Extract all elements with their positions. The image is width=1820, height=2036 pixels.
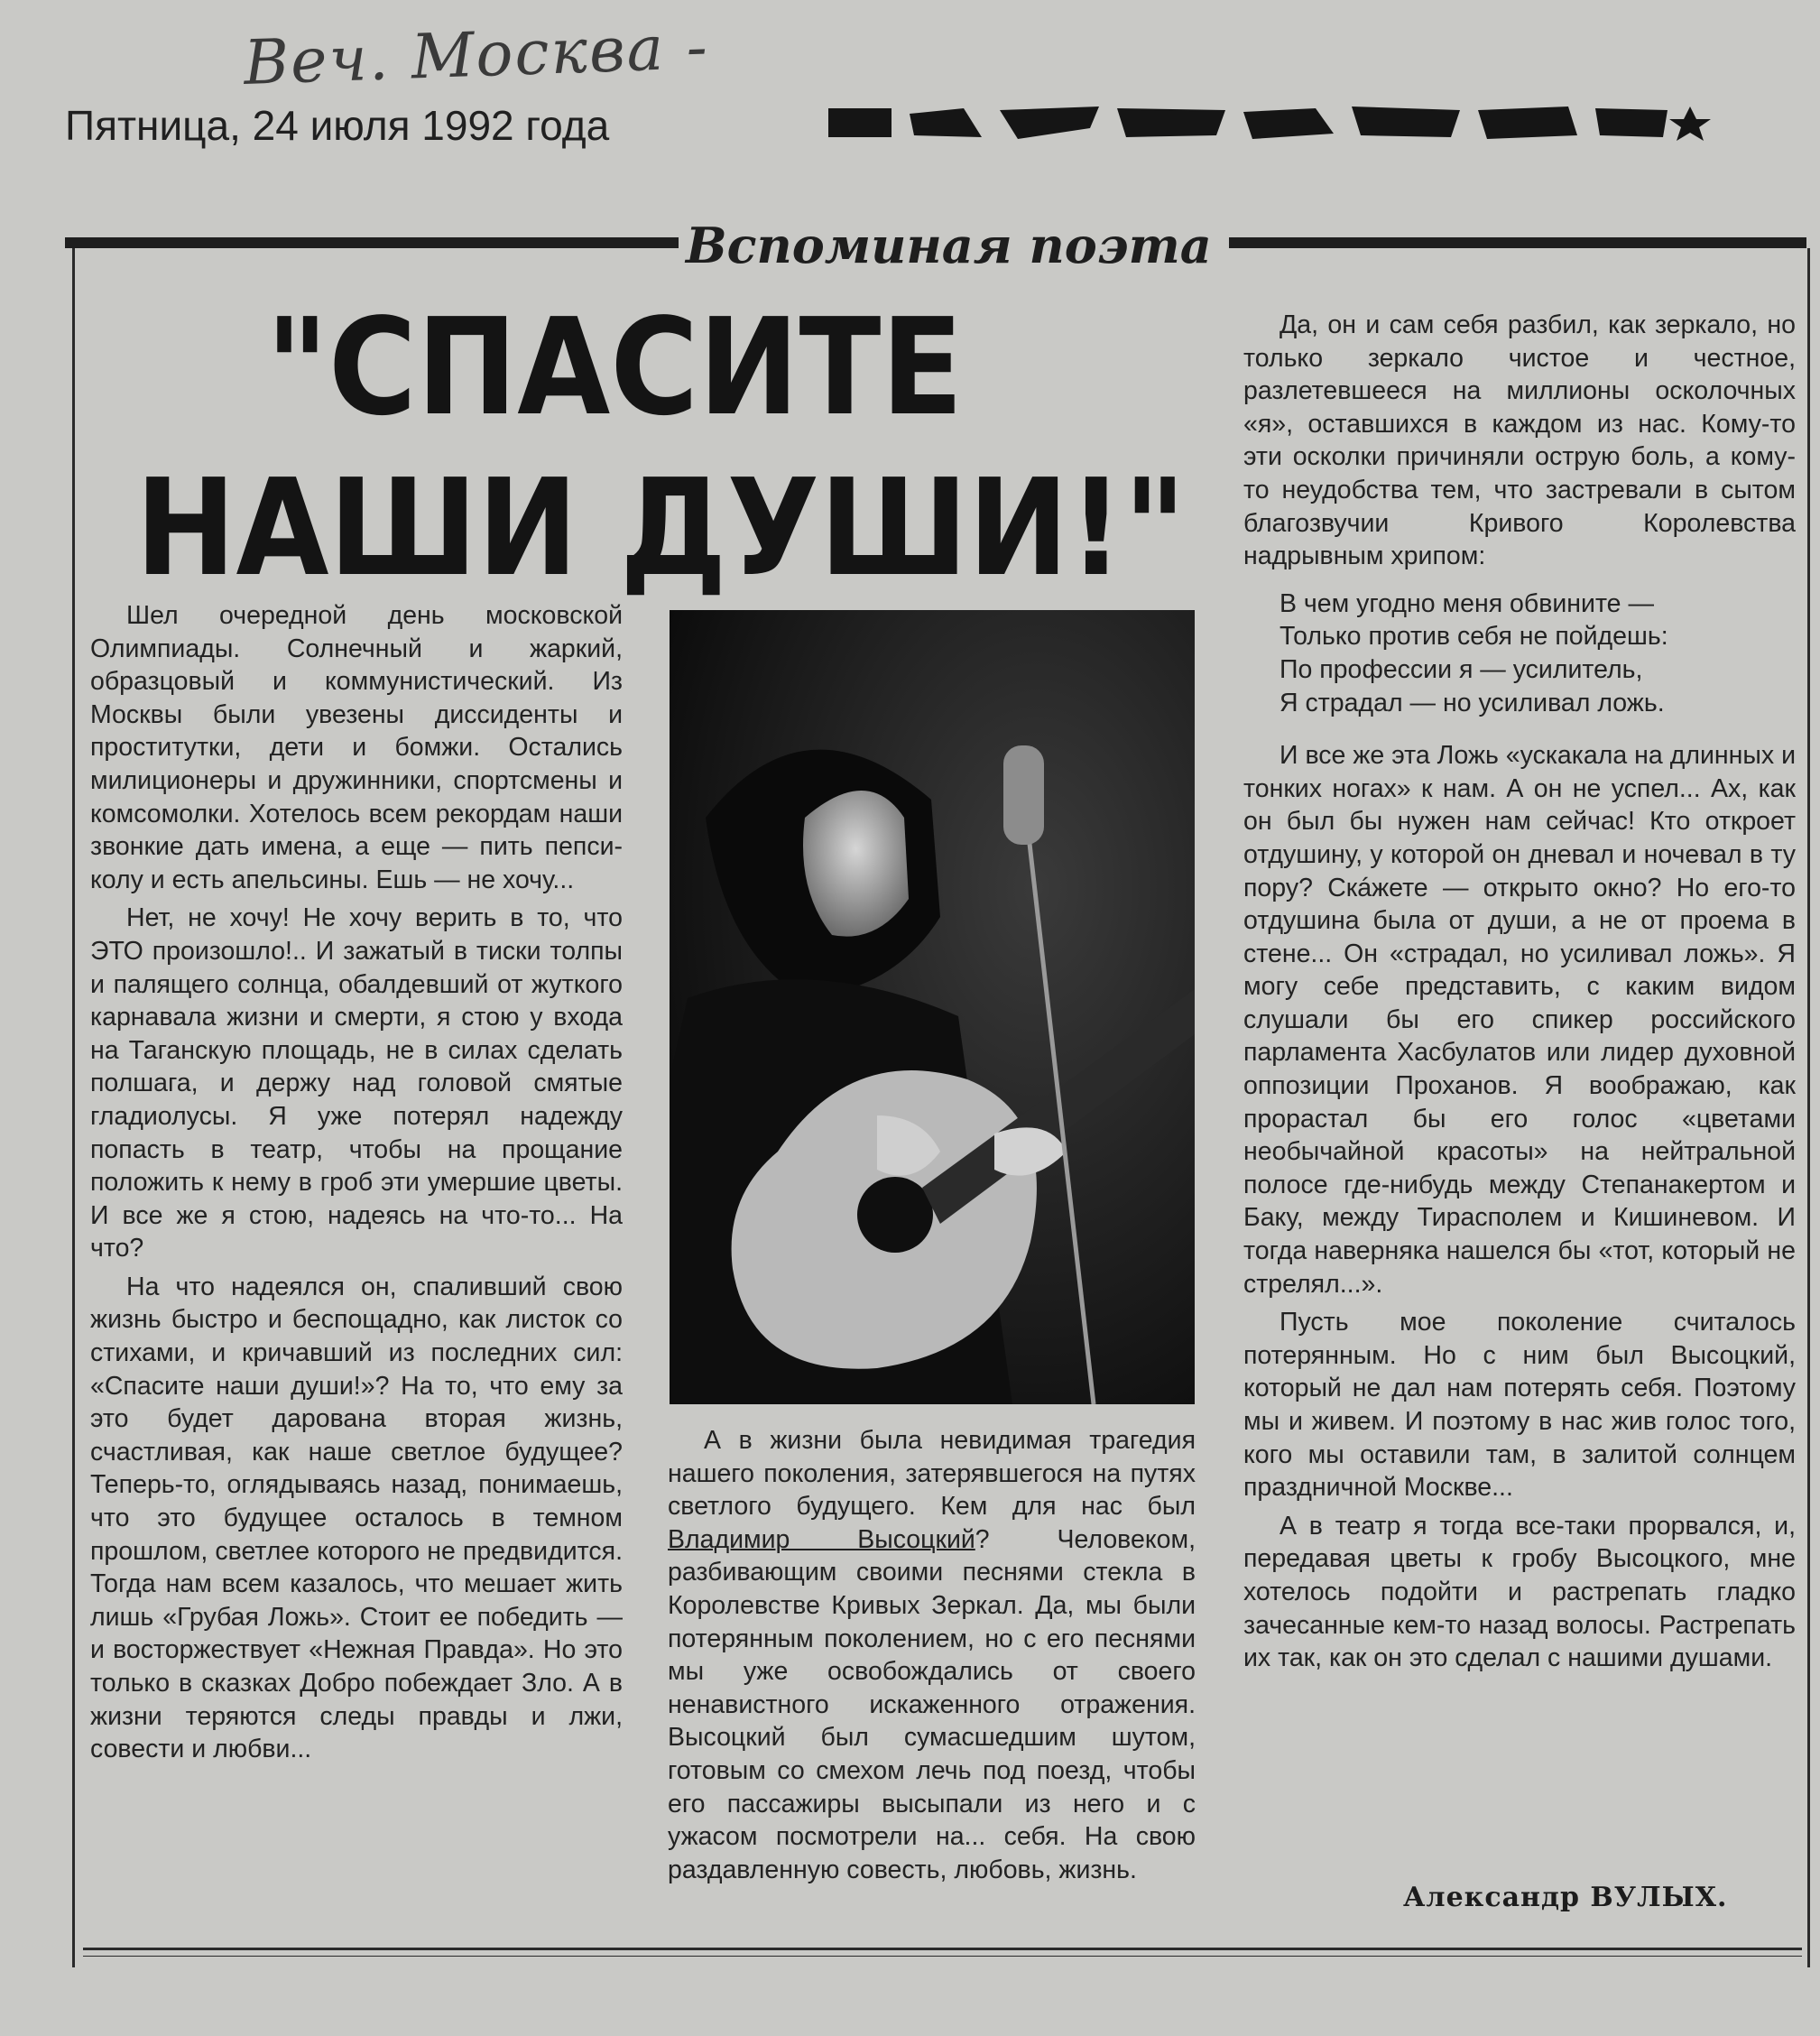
paragraph: Шел очередной день московской Олимпиады. Солнечный и жаркий, образцовый и коммунистический. Из Москвы были увезены диссиденты и проститутки, дети и бомжи. Остались милиционеры и дружинники, спортсмены и комсомолки. Хотелось всем рекордам наши звонкие дать имена, а еще — пить пепси-колу и есть апельсины. Ешь — не хочу... (90, 601, 623, 894)
headline-line-1: "СПАСИТЕ (265, 290, 964, 445)
rubric: Вспоминая поэта (686, 217, 1212, 274)
vysotsky-photo (670, 610, 1195, 1404)
verse-line: По профессии я — усилитель, (1280, 654, 1643, 684)
headline-line-2: НАШИ ДУШИ!" (135, 450, 1187, 606)
masthead-logo (828, 101, 1722, 144)
verse-quote (1280, 588, 1796, 719)
text-run: ? Человеком, разбивающим своими песнями стекла в Королевстве Кривых Зеркал. Да, мы были потерянным поколением, но с его песнями мы уже освобождались от своего ненавистного искаженного отражения. Высоцкий был сумасшедшим шутом, готовым со смехом лечь под поезд, чтобы его пассажиры высыпали из него и с ужасом посмотрели на... себя. На свою раздавленную совесть, любовь, жизнь. (668, 1524, 1196, 1884)
verse-line: В чем угодно меня обвините — (1280, 588, 1654, 618)
column-right (1243, 309, 1796, 1680)
headline (135, 287, 1187, 608)
top-rule-left (65, 237, 679, 248)
author-signature: Александр ВУЛЫХ. (1403, 1882, 1728, 1913)
top-rule-right (1229, 237, 1806, 248)
verse-line: Я страдал — но усиливал ложь. (1280, 688, 1665, 717)
paragraph: Нет, не хочу! Не хочу верить в то, что ЭТО произошло!.. И зажатый в тиски толпы и палящего солнца, обалдевший от жуткого карнавала жизни и смерти, я стою у входа на Таганскую площадь, не в силах сделать полшага, и держу над головой смятые гладиолусы. Я уже потерял надежду попасть в театр, чтобы на прощание положить к нему в гроб эти умершие цветы. И все же я стою, надеясь на что-то... На что? (90, 903, 623, 1263)
paragraph (668, 1424, 1196, 1886)
paragraph: Пусть мое поколение считалось потерянным. Но с ним был Высоцкий, который не дал нам потерять себя. Поэтому мы и живем. И поэтому в нас жив голос того, кого мы оставили там, в залитой солнцем праздничной Москве... (1243, 1308, 1796, 1503)
paragraph: Да, он и сам себя разбил, как зеркало, но только зеркало чистое и честное, разлетевшееся на миллионы осколочных «я», оставшихся в каждом из нас. Кому-то эти осколки причиняли острую боль, а кому-то неудобства тем, что застревали в сытом благозвучии Кривого Королевства надрывным хрипом: (1243, 310, 1796, 571)
paragraph: А в театр я тогда все-таки прорвался, и, передавая цветы к гробу Высоцкого, мне хотелось подойти и растрепать гладко зачесанные кем-то назад волосы. Растрепать их так, как он это сделал с нашими душами. (1243, 1511, 1796, 1673)
text-run: А в жизни была невидимая трагедия нашего поколения, затерявшегося на путях светлого будущего. Кем для нас был (668, 1426, 1196, 1522)
handwritten-note: Веч. Москва - (242, 12, 710, 99)
column-left (90, 599, 623, 1772)
bottom-rule (83, 1948, 1802, 1957)
column-middle (668, 1424, 1196, 1892)
paragraph: И все же эта Ложь «ускакала на длинных и тонких ногах» к нам. А он не успел... Ах, как он был бы нужен нам сейчас! Кто откроет отдушину, у которой он дневал и ночевал в ту пору? Скáжете — открыто окно? Но его-то отдушина была от души, а не от проема в стене... Он «страдал, но усиливал ложь». Я могу себе представить, с каким видом слушали бы его спикер российского парламента Хасбулатов или лидер духовной оппозиции Проханов. Я воображаю, как прорастал бы его голос «цветами необычайной красоты» на нейтральной полосе где-нибудь между Степанакертом и Баку, между Тирасполем и Кишиневом. И тогда наверняка нашелся бы «тот, который не стрелял...». (1243, 741, 1796, 1299)
underlined-name: Владимир Высоцкий (668, 1524, 975, 1554)
issue-date: Пятница, 24 июля 1992 года (65, 102, 610, 149)
verse-line: Только против себя не пойдешь: (1280, 622, 1668, 652)
paragraph: На что надеялся он, спаливший свою жизнь быстро и беспощадно, как листок со стихами, и кричавший из последних сил: «Спасите наши души!»? На то, что ему за это будет дарована вторая жизнь, счастливая, как наше светлое будущее? Теперь-то, оглядываясь назад, понимаешь, что это будущее осталось в темном прошлом, светлее которого не предвидится. Тогда нам всем казалось, что мешает жить лишь «Грубая Ложь». Стоит ее победить — и восторжествует «Нежная Правда». Но это только в сказках Добро побеждает Зло. А в жизни теряются следы правды и лжи, совести и любви... (90, 1272, 623, 1764)
